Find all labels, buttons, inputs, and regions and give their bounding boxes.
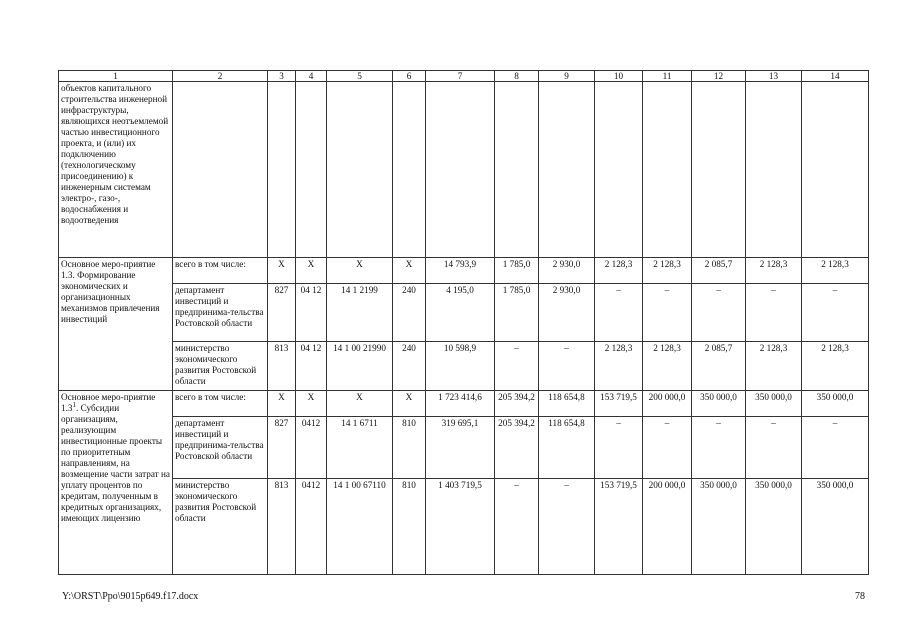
measure-title-main: Основное меро-приятие 1.3 (61, 392, 156, 413)
value-cell: 2 128,3 (643, 342, 692, 391)
value-cell: 240 (393, 342, 426, 391)
value-cell: Х (393, 391, 426, 417)
value-cell: 153 719,5 (595, 391, 643, 417)
value-cell: 4 195,0 (426, 284, 495, 342)
value-cell: 04 12 (296, 342, 327, 391)
value-cell: 2 930,0 (539, 258, 595, 284)
value-cell: 1 785,0 (495, 258, 539, 284)
value-cell: Х (393, 258, 426, 284)
value-cell: Х (327, 258, 393, 284)
value-cell: Х (296, 258, 327, 284)
measure-title-rest: . Субсидии организациям, реализующим инвестиционные проекты по приоритетным направлениям, на возмещение части затрат на уплату процентов по кредитам, полученным в кредитных организациях, имеющих лицензию (61, 403, 170, 523)
continuation-row (59, 82, 869, 258)
value-cell: – (643, 417, 692, 479)
value-cell: – (539, 342, 595, 391)
header-row (59, 71, 869, 82)
header-cell: 14 (802, 71, 869, 82)
header-cell: 3 (268, 71, 296, 82)
value-cell: 1 723 414,6 (426, 391, 495, 417)
executor-cell: департамент инвестиций и предпринима-тельства Ростовской области (173, 417, 268, 479)
value-cell: 350 000,0 (746, 479, 802, 575)
value-cell: 200 000,0 (643, 479, 692, 575)
value-cell: 813 (268, 342, 296, 391)
value-cell: 205 394,2 (495, 417, 539, 479)
page-number: 78 (855, 591, 865, 602)
value-cell: 350 000,0 (746, 391, 802, 417)
value-cell: Х (327, 391, 393, 417)
budget-table (58, 70, 869, 575)
value-cell: Х (296, 391, 327, 417)
value-cell: – (595, 284, 643, 342)
header-cell: 1 (59, 71, 173, 82)
value-cell: 827 (268, 417, 296, 479)
value-cell: 04 12 (296, 284, 327, 342)
value-cell: 1 785,0 (495, 284, 539, 342)
executor-cell: департамент инвестиций и предпринима-тельства Ростовской области (173, 284, 268, 342)
value-cell: 2 128,3 (746, 258, 802, 284)
value-cell: – (495, 342, 539, 391)
continuation-text: объектов капитального строительства инженерной инфраструктуры, являющихся неотъемлемой частью инвестиционного проекта, и (или) их подключению (технологическому присоединению) к инженерным системам электро-, газо-, водоснабжения и водоотведения (59, 82, 173, 258)
value-cell: – (746, 284, 802, 342)
value-cell: 240 (393, 284, 426, 342)
header-cell: 11 (643, 71, 692, 82)
header-cell: 2 (173, 71, 268, 82)
value-cell: 813 (268, 479, 296, 575)
file-path: Y:\ORST\Ppo\9015p649.f17.docx (62, 591, 199, 602)
value-cell: 2 930,0 (539, 284, 595, 342)
executor-cell: министерство экономического развития Ростовской области (173, 479, 268, 575)
value-cell: Х (268, 391, 296, 417)
header-cell: 10 (595, 71, 643, 82)
value-cell: 10 598,9 (426, 342, 495, 391)
footnote-mark: 1 (72, 400, 76, 409)
measure-title (59, 391, 173, 575)
measure-title: Основное меро-приятие 1.3. Формирование экономических и организационных механизмов привлечения инвестиций (59, 258, 173, 391)
value-cell: 2 128,3 (595, 342, 643, 391)
value-cell: 350 000,0 (692, 479, 746, 575)
header-cell: 4 (296, 71, 327, 82)
value-cell: 2 085,7 (692, 258, 746, 284)
value-cell: 350 000,0 (692, 391, 746, 417)
value-cell: – (539, 479, 595, 575)
value-cell: 118 654,8 (539, 391, 595, 417)
value-cell: 14 1 00 21990 (327, 342, 393, 391)
header-cell: 13 (746, 71, 802, 82)
value-cell: 153 719,5 (595, 479, 643, 575)
value-cell: 14 793,9 (426, 258, 495, 284)
table-row (59, 342, 869, 391)
executor-cell: министерство экономического развития Ростовской области (173, 342, 268, 391)
header-cell: 9 (539, 71, 595, 82)
value-cell: – (692, 284, 746, 342)
value-cell: 350 000,0 (802, 391, 869, 417)
value-cell: 1 403 719,5 (426, 479, 495, 575)
header-cell: 5 (327, 71, 393, 82)
value-cell: 118 654,8 (539, 417, 595, 479)
value-cell: 14 1 2199 (327, 284, 393, 342)
value-cell: – (692, 417, 746, 479)
value-cell: – (643, 284, 692, 342)
value-cell: 14 1 00 67110 (327, 479, 393, 575)
header-cell: 8 (495, 71, 539, 82)
value-cell: Х (268, 258, 296, 284)
value-cell: 810 (393, 479, 426, 575)
value-cell: – (802, 417, 869, 479)
header-cell: 7 (426, 71, 495, 82)
value-cell: 2 085,7 (692, 342, 746, 391)
executor-cell: всего в том числе: (173, 391, 268, 417)
value-cell: – (802, 284, 869, 342)
header-cell: 6 (393, 71, 426, 82)
table-row (59, 284, 869, 342)
value-cell: – (495, 479, 539, 575)
table-row (59, 479, 869, 575)
value-cell: 319 695,1 (426, 417, 495, 479)
header-cell: 12 (692, 71, 746, 82)
value-cell: 2 128,3 (746, 342, 802, 391)
value-cell: 2 128,3 (802, 342, 869, 391)
value-cell: 0412 (296, 479, 327, 575)
value-cell: 2 128,3 (802, 258, 869, 284)
table-row (59, 417, 869, 479)
value-cell: 827 (268, 284, 296, 342)
value-cell: – (746, 417, 802, 479)
table-row (59, 258, 869, 284)
value-cell: 14 1 6711 (327, 417, 393, 479)
value-cell: 205 394,2 (495, 391, 539, 417)
value-cell: 0412 (296, 417, 327, 479)
executor-cell: всего в том числе: (173, 258, 268, 284)
value-cell: 200 000,0 (643, 391, 692, 417)
value-cell: 2 128,3 (643, 258, 692, 284)
value-cell: 350 000,0 (802, 479, 869, 575)
table-row (59, 391, 869, 417)
value-cell: 2 128,3 (595, 258, 643, 284)
value-cell: 810 (393, 417, 426, 479)
value-cell: – (595, 417, 643, 479)
